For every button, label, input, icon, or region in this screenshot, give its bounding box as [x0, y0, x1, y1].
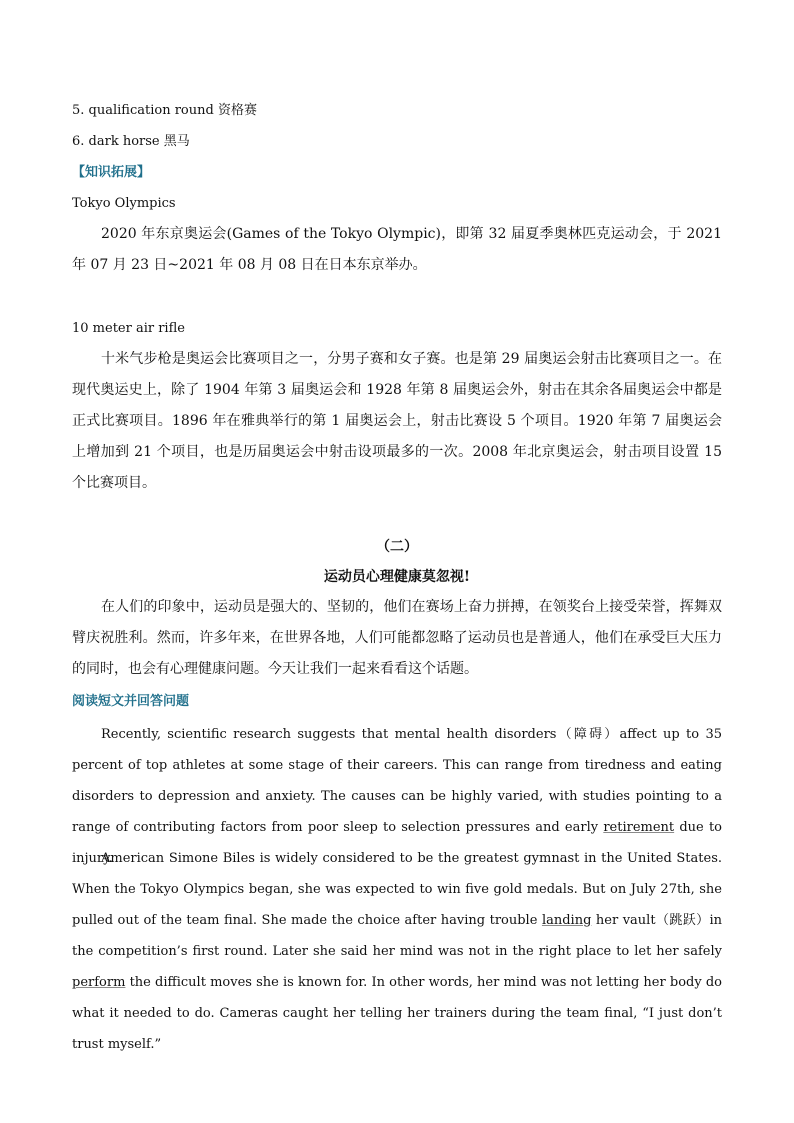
underlined-word-retirement: retirement [603, 820, 675, 835]
intro-paragraph: 在人们的印象中，运动员是强大的、坚韧的，他们在赛场上奋力拼搏，在领奖台上接受荣誉，挥舞双臂庆祝胜利。然而，许多年来，在世界各地，人们可能都忽略了运动员也是普通人，他们在承受巨大压力的同时，也会有心理健康问题。今天让我们一起来看看这个话题。 [72, 599, 722, 677]
part-label: （二） [376, 539, 418, 555]
p1-text-b: due to injury. [72, 820, 722, 866]
task-instruction: 阅读短文并回答问题 [72, 694, 190, 709]
vocab-item-6: 6. dark horse 黑马 [72, 134, 190, 149]
article-title: 运动员心理健康莫忽视! [323, 569, 471, 585]
vocab-item-5: 5. qualification round 资格赛 [72, 103, 257, 118]
p2-text-b: her vault（跳跃）in the competition’s first round. Later she said her mind was not in the right place to let her safely [72, 913, 722, 959]
p2-text-c: the difficult moves she is known for. In other words, her mind was not letting her body do what it needed to do. Cameras caught her telling her trainers during the team final, “I just don’t trust myself.” [72, 975, 722, 1052]
tokyo-olympics-title: Tokyo Olympics [72, 196, 176, 211]
air-rifle-text: 十米气步枪是奥运会比赛项目之一，分男子赛和女子赛。也是第 29 届奥运会射击比赛项目之一。在现代奥运史上，除了 1904 年第 3 届奥运会和 1928 年第 8 届奥运会外，射击在其余各届奥运会中都是正式比赛项目。1896 年在雅典举行的第 1 届奥运会上，射击比赛设 5 个项目。1920 年第 7 届奥运会上增加到 21 个项目，也是历届奥运会中射击设项最多的一次。2008 年北京奥运会，射击项目设置 15 个比赛项目。 [72, 351, 722, 491]
underlined-word-landing: landing [541, 913, 592, 928]
underlined-word-perform: perform [72, 975, 126, 990]
reading-paragraph-2 [72, 843, 722, 1060]
section-heading-knowledge-expansion: 【知识拓展】 [72, 165, 151, 180]
p1-text-a: Recently, scientific research suggests that mental health disorders（障碍）affect up to 35 percent of top athletes at some stage of their careers. This can range from tiredness and eating disorders to depression and anxiety. The causes can be highly varied, with studies pointing to a range of contributing factors from poor sleep to selection pressures and early [72, 727, 722, 835]
air-rifle-title: 10 meter air rifle [72, 321, 185, 336]
p2-text-a: American Simone Biles is widely considered to be the greatest gymnast in the United States. When the Tokyo Olympics began, she was expected to win five gold medals. But on July 27th, she pulled out of the team final. She made the choice after having trouble [72, 851, 722, 928]
tokyo-olympics-text: 2020 年东京奥运会(Games of the Tokyo Olympic)，即第 32 届夏季奥林匹克运动会，于 2021 年 07 月 23 日~2021 年 08 月 08 日在日本东京举办。 [72, 226, 722, 273]
